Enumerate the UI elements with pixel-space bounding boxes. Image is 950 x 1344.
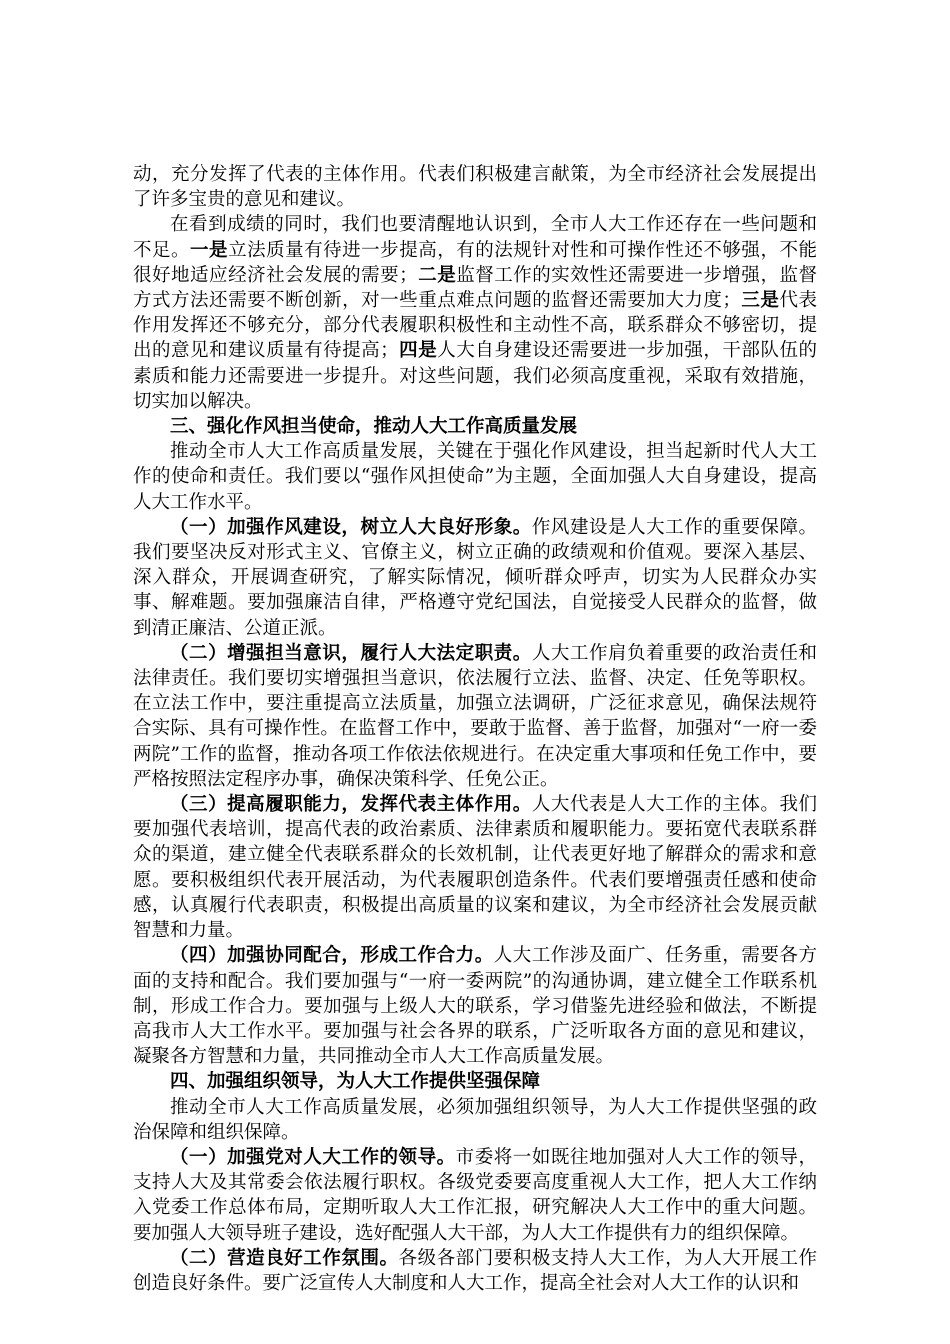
section-heading-four: 四、加强组织领导，为人大工作提供坚强保障: [170, 1071, 541, 1093]
paragraph-text: 作风建设是人大工作的重要保障。我们要坚决反对形式主义、官僚主义，树立正确的政绩观和价值观。要深入基层、深入群众，开展调查研究，了解实际情况，倾听群众呼声，切实为人民群众办实事、解难题。要加强廉洁自律，严格遵守党纪国法，自觉接受人民群众的监督，做到清正廉洁、公道正派。: [133, 516, 817, 639]
point-text-three: 代表作用发挥还不够充分，部分代表履职积极性和主动性不高，联系群众不够密切，提出的意见和建议质量有待提高；: [133, 290, 817, 362]
subheading-responsibility: （二）增强担当意识，履行人大法定职责。: [170, 642, 532, 664]
section-heading-three: 三、强化作风担当使命，推动人大工作高质量发展: [170, 416, 578, 438]
point-marker-one: 一是: [190, 239, 229, 261]
subheading-party-leadership: （一）加强党对人大工作的领导。: [170, 1146, 456, 1168]
document-page: [133, 162, 817, 1296]
subheading-cooperation: （四）加强协同配合，形成工作合力。: [170, 945, 494, 967]
paragraph-section-three-intro: [133, 439, 817, 515]
paragraph-style-building: [133, 515, 817, 641]
paragraph-text: 动，充分发挥了代表的主体作用。代表们积极建言献策，为全市经济社会发展提出了许多宝贵的意见和建议。: [133, 164, 817, 211]
paragraph-party-leadership: [133, 1145, 817, 1246]
paragraph-text: 市委将一如既往地加强对人大工作的领导，支持人大及其常委会依法履行职权。各级党委要高度重视人大工作，把人大工作纳入党委工作总体布局，定期听取人大工作汇报，研究解决人大工作中的重大问题。要加强人大领导班子建设，选好配强人大干部，为人大工作提供有力的组织保障。: [133, 1146, 817, 1244]
paragraph-lead: 在看到成绩的同时，我们也要清醒地认识到，全市人大工作还存在一些问题和不足。: [133, 214, 817, 261]
point-marker-four: 四是: [398, 340, 438, 362]
paragraph-problems: [133, 212, 817, 414]
paragraph-atmosphere: [133, 1246, 817, 1296]
subheading-style-building: （一）加强作风建设，树立人大良好形象。: [170, 516, 532, 538]
paragraph-responsibility: [133, 641, 817, 792]
paragraph-section-four-intro: [133, 1095, 817, 1145]
paragraph-capability: [133, 792, 817, 943]
point-text-two: 监督工作的实效性还需要进一步增强，监督方式方法还需要不断创新，对一些重点难点问题的监督还需要加大力度；: [133, 264, 817, 312]
point-text-one: 立法质量有待进一步提高，有的法规针对性和可操作性还不够强，不能很好地适应经济社会发展的需要；: [133, 239, 817, 286]
paragraph-text: 人大代表是人大工作的主体。我们要加强代表培训，提高代表的政治素质、法律素质和履职能力。要拓宽代表联系群众的渠道，建立健全代表联系群众的长效机制，让代表更好地了解群众的需求和意愿。要积极组织代表开展活动，为代表履职创造条件。代表们要增强责任感和使命感，认真履行代表职责，积极提出高质量的议案和建议，为全市经济社会发展贡献智慧和力量。: [133, 794, 817, 942]
paragraph-text: 人大工作涉及面广、任务重，需要各方面的支持和配合。我们要加强与“一府一委两院”的沟通协调，建立健全工作联系机制，形成工作合力。要加强与上级人大的联系，学习借鉴先进经验和做法，不断提高我市人大工作水平。要加强与社会各界的联系，广泛听取各方面的意见和建议，凝聚各方智慧和力量，共同推动全市人大工作高质量发展。: [133, 945, 817, 1068]
subheading-atmosphere: （二）营造良好工作氛围。: [170, 1247, 399, 1269]
paragraph-continuation: [133, 162, 817, 212]
paragraph-text: 人大工作肩负着重要的政治责任和法律责任。我们要切实增强担当意识，依法履行立法、监督、决定、任免等职权。在立法工作中，要注重提高立法质量，加强立法调研，广泛征求意见，确保法规符合实际、具有可操作性。在监督工作中，要敢于监督、善于监督，加强对“一府一委两院”工作的监督，推动各项工作依法依规进行。在决定重大事项和任免工作中，要严格按照法定程序办事，确保决策科学、任免公正。: [133, 642, 817, 790]
point-text-four: 人大自身建设还需要进一步加强，干部队伍的素质和能力还需要进一步提升。对这些问题，我们必须高度重视，采取有效措施，切实加以解决。: [133, 340, 817, 412]
point-marker-two: 二是: [417, 264, 457, 286]
paragraph-cooperation: [133, 943, 817, 1069]
paragraph-text: 推动全市人大工作高质量发展，必须加强组织领导，为人大工作提供坚强的政治保障和组织保障。: [133, 1096, 817, 1143]
subheading-capability: （三）提高履职能力，发挥代表主体作用。: [170, 794, 532, 816]
paragraph-text: 推动全市人大工作高质量发展，关键在于强化作风建设，担当起新时代人大工作的使命和责任。我们要以“强作风担使命”为主题，全面加强人大自身建设，提高人大工作水平。: [133, 441, 817, 513]
paragraph-text: 各级各部门要积极支持人大工作，为人大开展工作创造良好条件。要广泛宣传人大制度和人大工作，提高全社会对人大工作的认识和: [133, 1247, 817, 1294]
point-marker-three: 三是: [740, 290, 780, 312]
